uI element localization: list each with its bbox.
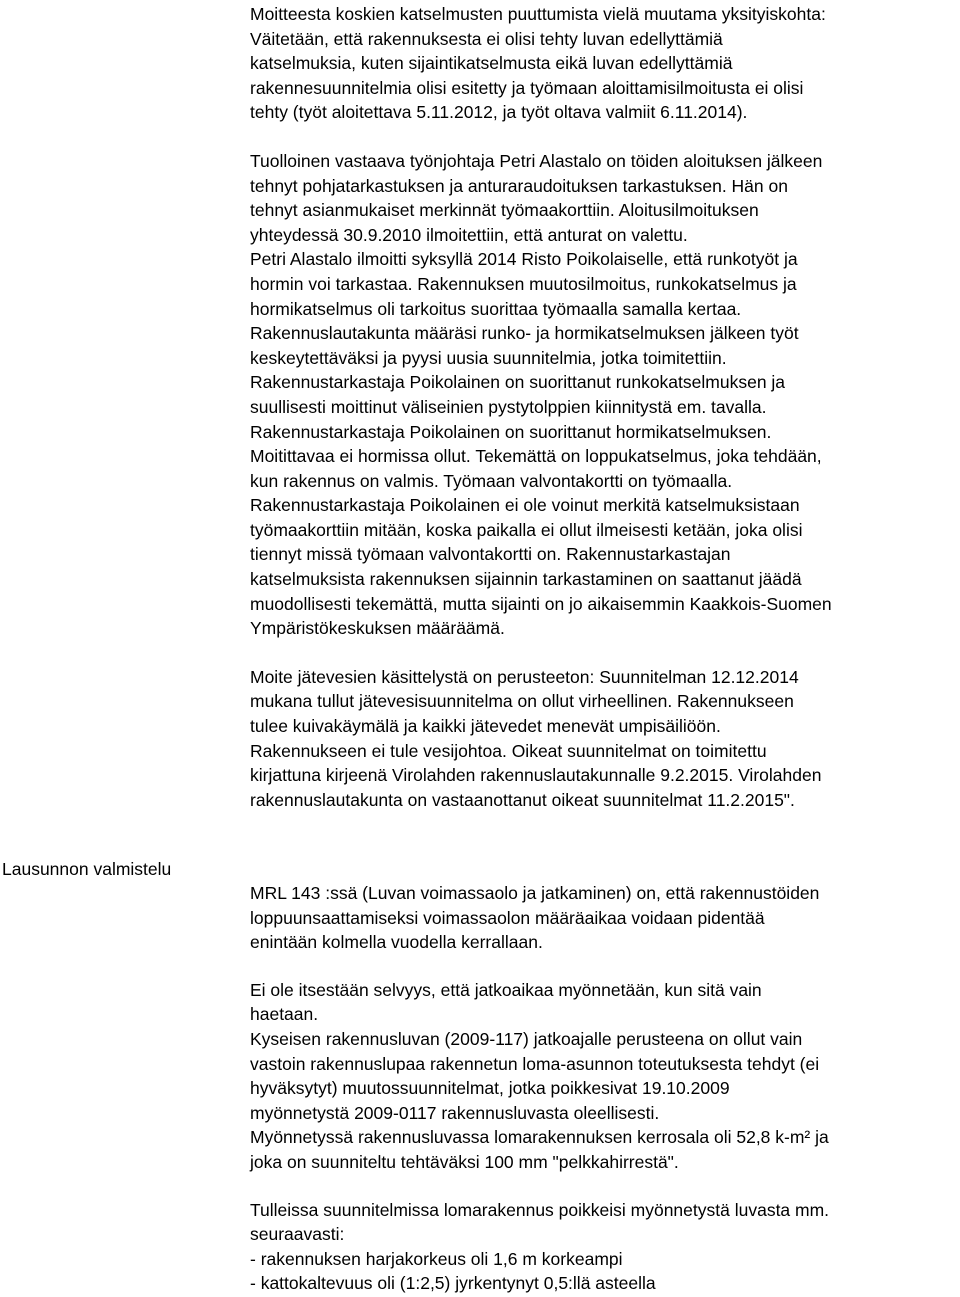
text-line: Myönnetyssä rakennusluvassa lomarakennuksen kerrosala oli 52,8 k-m² ja xyxy=(250,1127,829,1148)
text-line: suullisesti moittinut väliseinien pystytolppien kiinnitystä em. tavalla. xyxy=(250,396,767,417)
text-line: muodollisesti tekemättä, mutta sijainti on jo aikaisemmin Kaakkois-Suomen xyxy=(250,593,832,614)
text-line: tulee kuivakäymälä ja kaikki jätevedet menevät umpisäiliöön. xyxy=(250,716,721,737)
text-line: Ympäristökeskuksen määräämä. xyxy=(250,618,505,639)
text-line: Rakennustarkastaja Poikolainen on suorittanut runkokatselmuksen ja xyxy=(250,372,786,393)
text-line: Ei ole itsestään selvyys, että jatkoaikaa myönnetään, kun sitä vain xyxy=(250,979,762,1000)
upper-text-block xyxy=(250,2,958,812)
paragraph-mrl-143 xyxy=(250,881,958,955)
text-line: työmaakorttiin mitään, koska paikalla ei ollut ilmeisesti ketään, joka olisi xyxy=(250,519,803,540)
text-line: kun rakennus on valmis. Työmaan valvontakortti on työmaalla. xyxy=(250,470,733,491)
text-line: hormin voi tarkastaa. Rakennuksen muutosilmoitus, runkokatselmus ja xyxy=(250,273,797,294)
text-line: hormikatselmus oli tarkoitus suorittaa työmaalla samalla kertaa. xyxy=(250,298,742,319)
text-line: MRL 143 :ssä (Luvan voimassaolo ja jatkaminen) on, että rakennustöiden xyxy=(250,883,820,903)
text-line: tehty (työt aloitettava 5.11.2012, ja työt oltava valmiit 6.11.2014). xyxy=(250,102,748,123)
text-line: Väitetään, että rakennuksesta ei olisi tehty luvan edellyttämiä xyxy=(250,28,723,49)
text-line: Rakennukseen ei tule vesijohtoa. Oikeat suunnitelmat on toimitettu xyxy=(250,740,767,761)
text-line: Rakennustarkastaja Poikolainen on suorittanut hormikatselmuksen. xyxy=(250,421,772,442)
paragraph-gap xyxy=(250,1175,958,1198)
paragraph-extension xyxy=(250,978,958,1175)
text-line: Tulleissa suunnitelmissa lomarakennus poikkeisi myönnetystä luvasta mm. xyxy=(250,1199,830,1220)
text-line: Petri Alastalo ilmoitti syksyllä 2014 Risto Poikolaiselle, että runkotyöt ja xyxy=(250,249,798,270)
text-line: tehnyt asianmukaiset merkinnät työmaakorttiin. Aloitusilmoituksen xyxy=(250,200,759,221)
text-line: Rakennustarkastaja Poikolainen ei ole voinut merkitä katselmuksistaan xyxy=(250,495,800,516)
paragraph-site-manager xyxy=(250,149,958,641)
text-line: loppuunsaattamiseksi voimassaolon määräaikaa voidaan pidentää xyxy=(250,907,765,928)
text-line: seuraavasti: xyxy=(250,1224,345,1245)
text-line: keskeytettäväksi ja pyysi uusia suunnitelmia, jotka toimitettiin. xyxy=(250,347,727,368)
text-line: rakennuslautakunta on vastaanottanut oikeat suunnitelmat 11.2.2015". xyxy=(250,789,795,810)
text-line: Moitteesta koskien katselmusten puuttumista vielä muutama yksityiskohta: xyxy=(250,4,826,24)
text-line: enintään kolmella vuodella kerrallaan. xyxy=(250,932,543,953)
text-line: yhteydessä 30.9.2010 ilmoitettiin, että anturat on valettu. xyxy=(250,224,688,245)
text-line: Kyseisen rakennusluvan (2009-117) jatkoajalle perusteena on ollut vain xyxy=(250,1028,803,1049)
text-line: Moite jätevesien käsittelystä on perusteeton: Suunnitelman 12.12.2014 xyxy=(250,666,799,687)
section-label-lausunnon-valmistelu: Lausunnon valmistelu xyxy=(2,859,172,879)
text-line: joka on suunniteltu tehtäväksi 100 mm "pelkkahirrestä". xyxy=(250,1151,679,1172)
list-item: - rakennuksen harjakorkeus oli 1,6 m korkeampi xyxy=(250,1248,623,1269)
paragraph-deviations xyxy=(250,1198,958,1296)
paragraph-gap xyxy=(250,641,958,665)
paragraph-gap xyxy=(250,125,958,149)
text-line: rakennesuunnitelmia olisi esitetty ja työmaan aloittamisilmoitusta ei olisi xyxy=(250,77,804,98)
paragraph-wastewater xyxy=(250,665,958,813)
paragraph-inspections-intro xyxy=(250,2,958,125)
text-line: myönnetystä 2009-0117 rakennusluvasta oleellisesti. xyxy=(250,1102,660,1123)
lower-text-block xyxy=(250,881,958,1296)
text-line: kirjattuna kirjeenä Virolahden rakennuslautakunnalle 9.2.2015. Virolahden xyxy=(250,765,822,786)
text-line: hyväksytyt) muutossuunnitelmat, jotka poikkesivat 19.10.2009 xyxy=(250,1078,730,1099)
text-line: tiennyt missä työmaan valvontakortti on. Rakennustarkastajan xyxy=(250,544,731,565)
text-line: Moitittavaa ei hormissa ollut. Tekemättä on loppukatselmus, joka tehdään, xyxy=(250,446,822,467)
text-line: haetaan. xyxy=(250,1004,319,1025)
text-line: katselmuksista rakennuksen sijainnin tarkastaminen on saattanut jäädä xyxy=(250,569,802,590)
text-line: Rakennuslautakunta määräsi runko- ja hormikatselmuksen jälkeen työt xyxy=(250,323,799,344)
text-line: vastoin rakennuslupaa rakennetun loma-asunnon toteutuksesta tehdyt (ei xyxy=(250,1053,820,1074)
text-line: Tuolloinen vastaava työnjohtaja Petri Alastalo on töiden aloituksen jälkeen xyxy=(250,150,823,171)
list-item: - kattokaltevuus oli (1:2,5) jyrkentynyt 0,5:llä asteella xyxy=(250,1273,656,1294)
paragraph-gap xyxy=(250,955,958,978)
text-line: katselmuksia, kuten sijaintikatselmusta eikä luvan edellyttämiä xyxy=(250,53,733,74)
text-line: mukana tullut jätevesisuunnitelma on ollut virheellinen. Rakennukseen xyxy=(250,691,794,712)
text-line: tehnyt pohjatarkastuksen ja anturaraudoituksen tarkastuksen. Hän on xyxy=(250,175,788,196)
